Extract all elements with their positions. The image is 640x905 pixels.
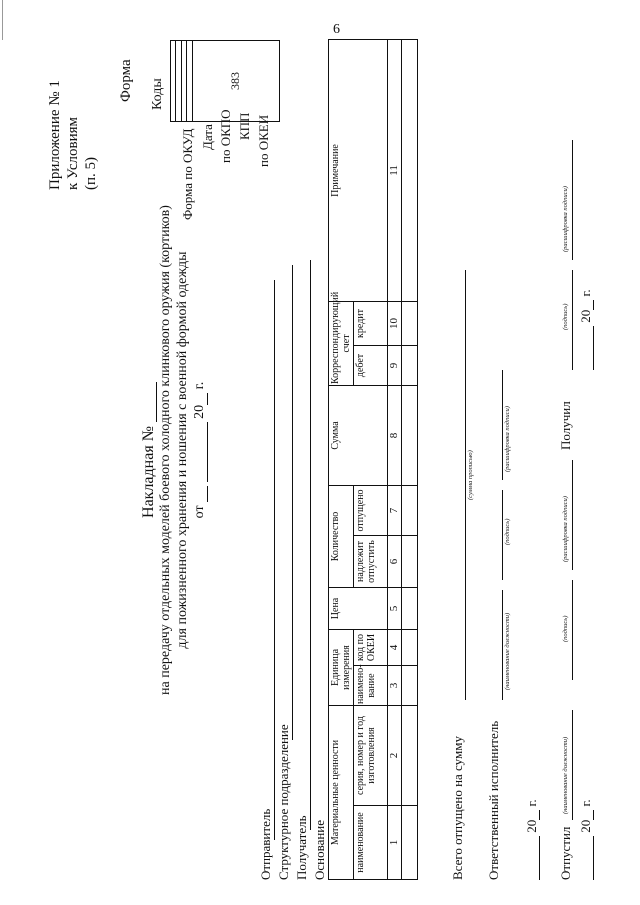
released-decode-line [572, 460, 573, 570]
codes-box [170, 40, 280, 122]
header-quantity: Количество [329, 485, 354, 587]
col-number: 6 [388, 535, 402, 587]
responsible-position-line [502, 590, 503, 700]
year-g: г. [524, 799, 539, 807]
responsible-date [524, 799, 540, 880]
received-sign-line [572, 270, 573, 370]
code-okei-cell: 383 [192, 41, 279, 122]
header-note: Примечание [329, 39, 388, 301]
received-decode-caption: (расшифровка подписи) [562, 186, 569, 252]
date-prefix: от [192, 505, 207, 519]
year-blank [593, 810, 594, 820]
released-label: Отпустил [558, 826, 573, 880]
appendix-line-1: Приложение № 1 [47, 80, 63, 190]
year-prefix: 20 [524, 819, 539, 833]
col-number: 3 [388, 665, 402, 705]
year-prefix: 20 [578, 819, 593, 833]
page-edge-mark [2, 0, 3, 40]
col-number: 7 [388, 485, 402, 535]
total-line [465, 270, 466, 700]
date-month-blank [207, 422, 208, 482]
col-number: 11 [388, 39, 402, 301]
released-sign-line [572, 580, 573, 680]
rotated-form [40, 40, 600, 880]
header-price: Цена [329, 587, 388, 629]
title-line-3: для пожизненного хранения и ношения с военной формой одежды [175, 251, 190, 649]
empty-cell [402, 629, 418, 665]
released-position-line [572, 710, 573, 820]
empty-cell [402, 665, 418, 705]
responsible-sign-caption: (подпись) [504, 518, 511, 545]
released-decode-caption: (расшифровка подписи) [562, 496, 569, 562]
page-number: 6 [333, 22, 340, 37]
division-line [292, 265, 293, 740]
released-sign-caption: (подпись) [562, 615, 569, 642]
items-table [328, 40, 418, 880]
year-prefix: 20 [578, 309, 593, 323]
empty-cell [402, 485, 418, 535]
col-number: 10 [388, 301, 402, 345]
form-label: Форма [118, 59, 134, 102]
title-line-2: на передачу отдельных моделей боевого холодного клинкового оружия (кортиков) [158, 205, 173, 695]
col-number: 1 [388, 806, 402, 880]
codes-header: Коды [150, 78, 165, 110]
header-series: серия, номер и год изготовления [354, 705, 388, 805]
col-number: 2 [388, 705, 402, 805]
date-blank [539, 836, 540, 880]
receiver-label: Получатель [294, 815, 309, 880]
received-date [578, 289, 594, 370]
empty-cell [402, 705, 418, 805]
released-position-caption: (наименование должности) [562, 736, 569, 814]
responsible-decode-caption: (расшифровка подписи) [504, 406, 511, 472]
date-label: Дата [200, 124, 215, 150]
received-sign-caption: (подпись) [562, 303, 569, 330]
col-number: 5 [388, 587, 402, 629]
received-label: Получил [558, 401, 573, 450]
header-sum: Сумма [329, 385, 388, 485]
date-g: г. [192, 381, 207, 390]
header-credit: кредит [354, 301, 388, 345]
title-number-label: Накладная № [140, 426, 157, 518]
receiver-line [310, 260, 311, 830]
kpp-label: КПП [237, 112, 252, 140]
header-account: Корреспондирующий счет [330, 291, 352, 384]
sender-label: Отправитель [258, 808, 273, 880]
appendix-note [46, 80, 100, 190]
appendix-line-2: к Условиям [65, 116, 81, 190]
date-blank [593, 326, 594, 370]
total-label: Всего отпущено на сумму [450, 736, 465, 880]
year-blank [593, 300, 594, 310]
header-unit: Единица измерения [329, 629, 354, 705]
date-day-blank [207, 486, 208, 502]
header-qty-due: надлежит отпустить [354, 535, 388, 587]
header-unit-code: код по ОКЕИ [354, 629, 388, 665]
header-debit: дебет [354, 345, 388, 385]
header-unit-name: наимено-вание [354, 665, 388, 705]
basis-label: Основание [312, 819, 327, 880]
responsible-sign-line [502, 490, 503, 580]
year-blank [539, 810, 540, 820]
released-date [578, 799, 594, 880]
empty-cell [402, 39, 418, 301]
empty-cell [402, 385, 418, 485]
empty-cell [402, 806, 418, 880]
year-g: г. [578, 799, 593, 807]
responsible-label: Ответственный исполнитель [486, 720, 501, 880]
division-label: Структурное подразделение [276, 724, 291, 880]
year-g: г. [578, 289, 593, 297]
sender-line [274, 280, 275, 840]
empty-cell [402, 587, 418, 629]
header-material: Материальные ценности [329, 705, 354, 879]
empty-cell [402, 535, 418, 587]
received-decode-line [572, 140, 573, 260]
responsible-decode-line [502, 370, 503, 480]
responsible-position-caption: (наименование должности) [504, 612, 511, 690]
header-qty-out: отпущено [354, 485, 388, 535]
document-title [140, 190, 208, 710]
col-number: 8 [388, 385, 402, 485]
date-blank [593, 836, 594, 880]
col-number: 4 [388, 629, 402, 665]
col-number: 9 [388, 345, 402, 385]
okpo-label: по ОКПО [218, 109, 233, 163]
appendix-line-3: (п. 5) [83, 156, 99, 190]
okud-label: Форма по ОКУД [180, 128, 195, 220]
empty-cell [402, 345, 418, 385]
okei-label: по ОКЕИ [256, 114, 271, 167]
empty-cell [402, 301, 418, 345]
date-year-blank [207, 393, 208, 405]
date-year: 20 [192, 404, 207, 419]
sum-words-caption: (сумма прописью) [467, 450, 474, 500]
header-name: наименование [354, 806, 388, 880]
